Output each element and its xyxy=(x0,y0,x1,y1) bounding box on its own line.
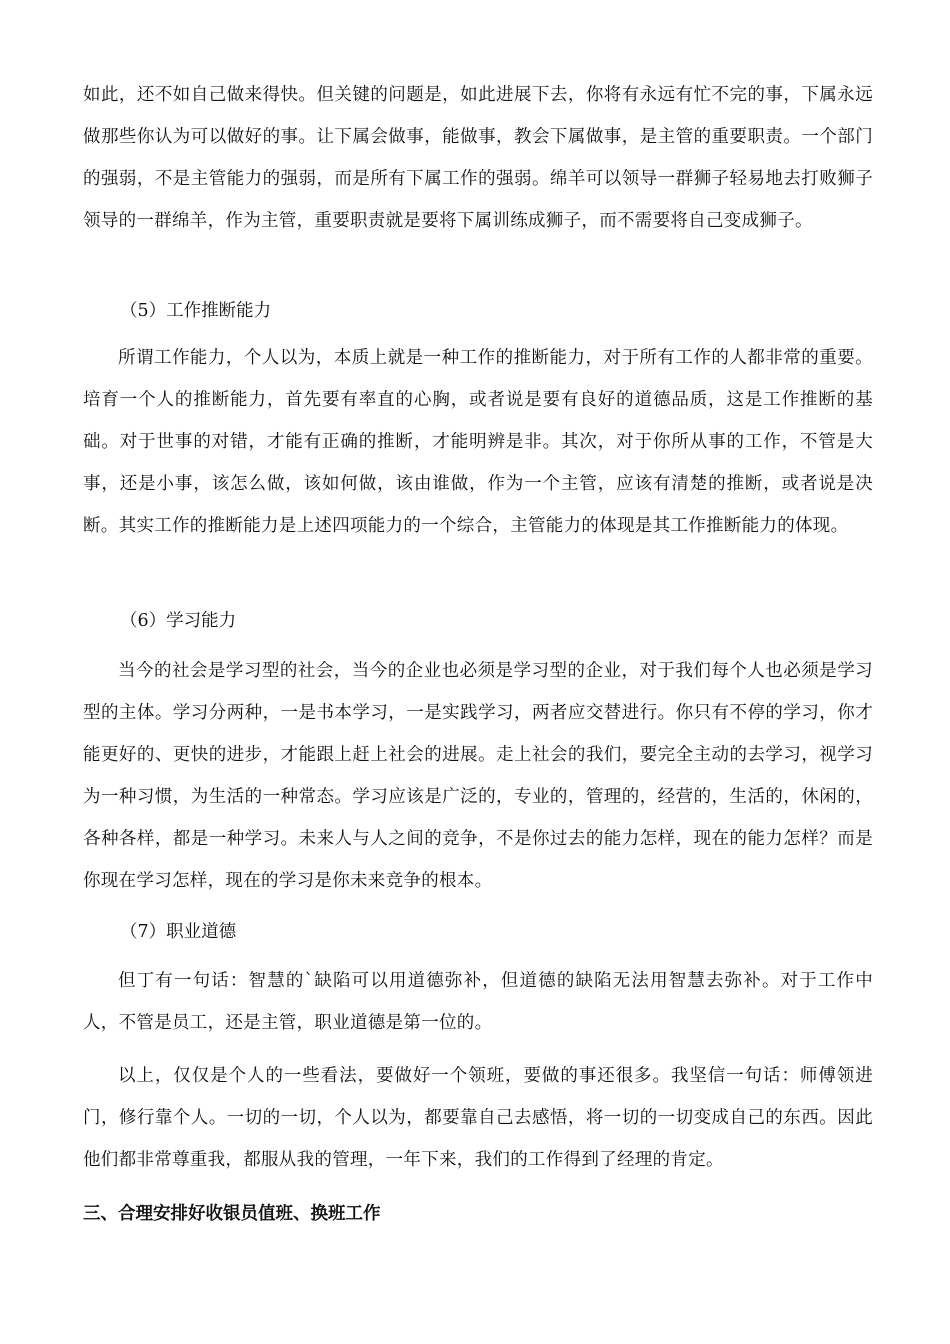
subheading-work-judgment: （5）工作推断能力 xyxy=(120,301,272,321)
subheading-learning-ability: （6）学习能力 xyxy=(120,611,237,631)
paragraph-intro: 如此，还不如自己做来得快。但关键的问题是，如此进展下去，你将有永远有忙不完的事，下属永远做那些你认为可以做好的事。让下属会做事，能做事，教会下属做事，是主管的重要职责。一个部门的强弱，不是主管能力的强弱，而是所有下属工作的强弱。绵羊可以领导一群狮子轻易地去打败狮子领导的一群绵羊，作为主管，重要职责就是要将下属训练成狮子，而不需要将自己变成狮子。 xyxy=(83,85,873,231)
paragraph-work-judgment: 所谓工作能力，个人以为，本质上就是一种工作的推断能力，对于所有工作的人都非常的重要。培育一个人的推断能力，首先要有率直的心胸，或者说是要有良好的道德品质，这是工作推断的基础。对于世事的对错，才能有正确的推断，才能明辨是非。其次，对于你所从事的工作，不管是大事，还是小事，该怎么做，该如何做，该由谁做，作为一个主管，应该有清楚的推断，或者说是决断。其实工作的推断能力是上述四项能力的一个综合，主管能力的体现是其工作推断能力的体现。 xyxy=(83,348,873,536)
paragraph-conclusion: 以上，仅仅是个人的一些看法，要做好一个领班，要做的事还很多。我坚信一句话：师傅领进门，修行靠个人。一切的一切，个人以为，都要靠自己去感悟，将一切的一切变成自己的东西。因此他们都非常尊重我，都服从我的管理，一年下来，我们的工作得到了经理的肯定。 xyxy=(83,1066,873,1170)
subheading-professional-ethics: （7）职业道德 xyxy=(120,922,237,942)
paragraph-learning-ability: 当今的社会是学习型的社会，当今的企业也必须是学习型的企业，对于我们每个人也必须是学习型的主体。学习分两种，一是书本学习，一是实践学习，两者应交替进行。你只有不停的学习，你才能更好的、更快的进步，才能跟上赶上社会的进展。走上社会的我们，要完全主动的去学习，视学习为一种习惯，为生活的一种常态。学习应该是广泛的，专业的，管理的，经营的，生活的，休闲的，各种各样，都是一种学习。未来人与人之间的竞争，不是你过去的能力怎样，现在的能力怎样？而是你现在学习怎样，现在的学习是你未来竞争的根本。 xyxy=(83,661,873,891)
paragraph-professional-ethics: 但丁有一句话：智慧的`缺陷可以用道德弥补，但道德的缺陷无法用智慧去弥补。对于工作中人，不管是员工，还是主管，职业道德是第一位的。 xyxy=(83,971,873,1033)
section-heading-3: 三、合理安排好收银员值班、换班工作 xyxy=(83,1204,381,1224)
